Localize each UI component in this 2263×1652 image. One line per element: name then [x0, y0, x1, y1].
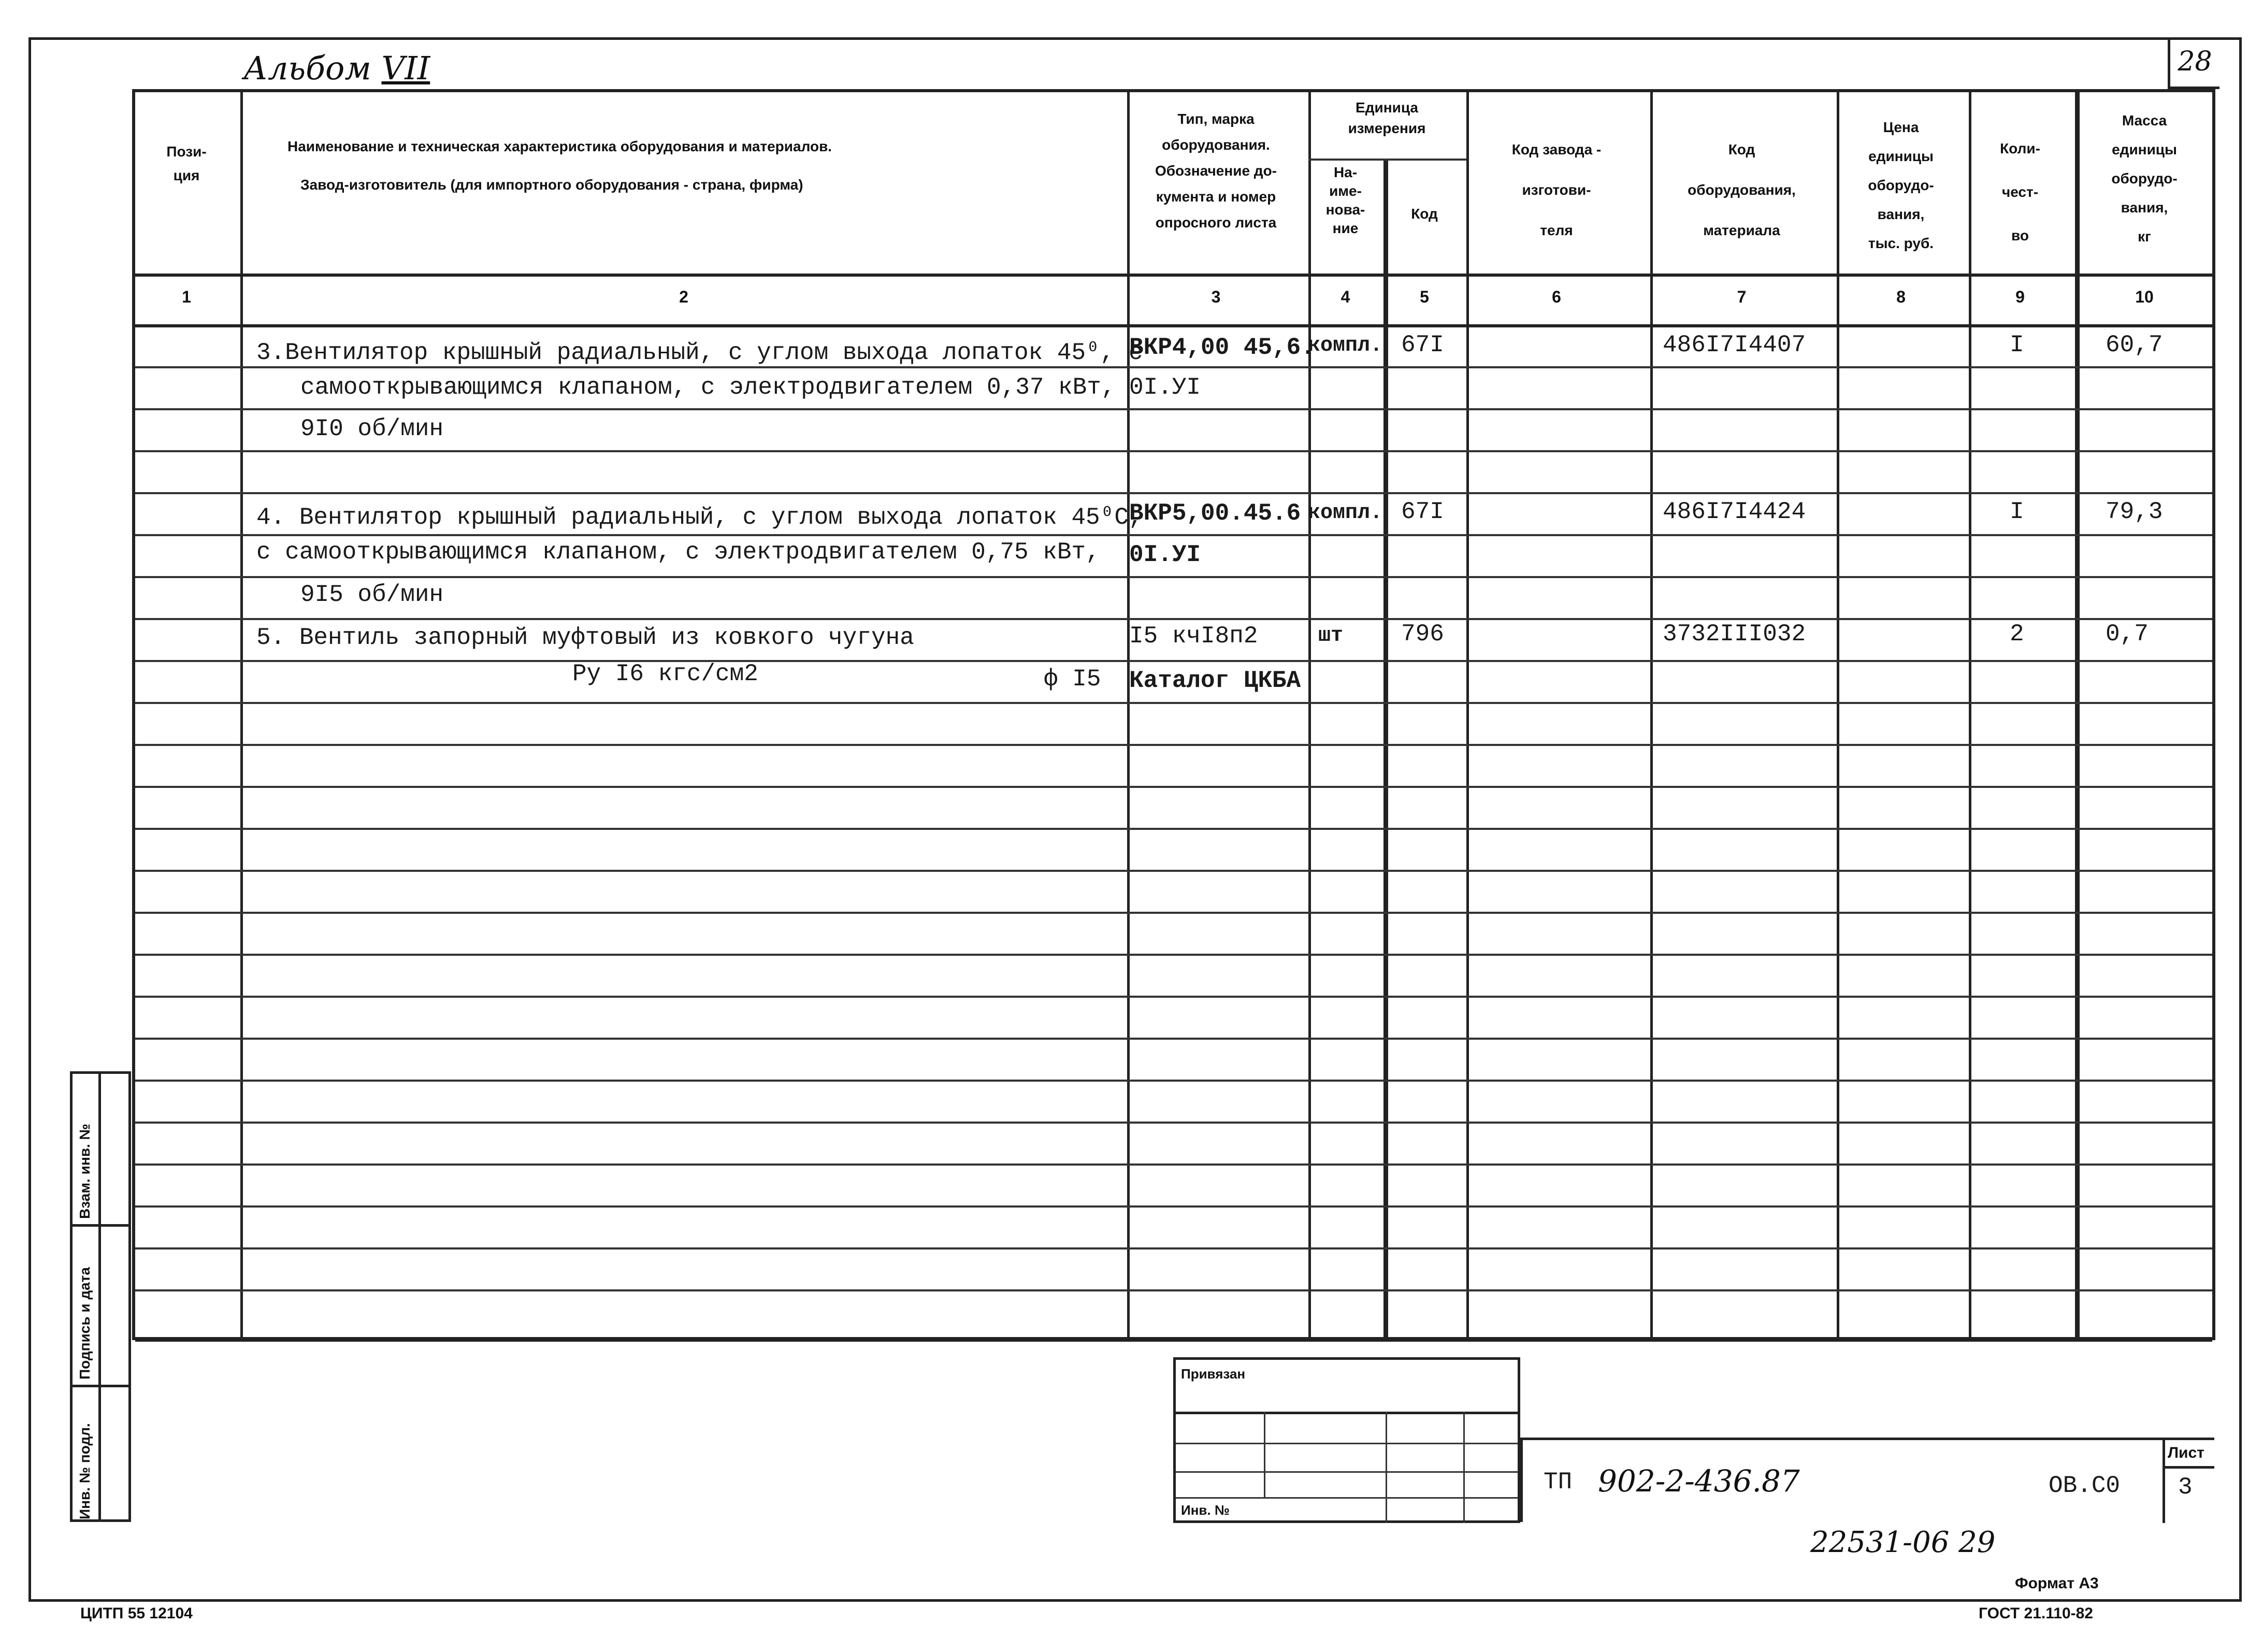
row-line — [135, 1080, 2212, 1082]
header-bottom-line — [135, 274, 2212, 277]
row-line — [135, 450, 2212, 452]
col-number: 4 — [1340, 288, 1350, 306]
stamp-tied-label: Привязан — [1181, 1366, 1246, 1382]
row-line — [135, 786, 2212, 788]
header-name-line1: Наименование и техническая характеристика оборудования и материалов. — [287, 138, 832, 154]
col-divider — [2075, 92, 2080, 1337]
col-number: 9 — [2015, 288, 2025, 306]
album-label — [243, 49, 430, 87]
specification-table — [132, 89, 2215, 1340]
row-8-type: Каталог ЦКБА — [1129, 667, 1301, 694]
row-line — [135, 996, 2212, 998]
stamp-line — [1176, 1412, 1518, 1414]
row-0-type: ВКР4,00 45,6. — [1129, 334, 1315, 361]
side-label-original-inv: Инв. № подл. — [77, 1423, 93, 1519]
header-price: Цена единицы оборудо- вания, тыс. руб. — [1868, 119, 1934, 251]
stamp-vline — [1463, 1412, 1465, 1523]
footer-publisher: ЦИТП 55 12104 — [80, 1605, 193, 1622]
album-prefix: Альбом — [243, 49, 371, 87]
col-divider — [1969, 92, 1971, 1337]
title-hline — [2163, 1466, 2214, 1469]
col-divider — [1466, 92, 1469, 1337]
row-0-equipment-code: 486I7I4407 — [1663, 332, 1806, 358]
document-code: 902-2-436.87 — [1598, 1463, 1800, 1499]
stamp-line — [1176, 1497, 1518, 1499]
row-line — [135, 1205, 2212, 1208]
stamp-line — [1176, 1471, 1518, 1473]
row-8-name-right: ф I5 — [1044, 666, 1101, 693]
title-block — [1520, 1438, 2214, 1523]
col-divider — [1127, 92, 1130, 1337]
row-0-quantity: I — [2010, 332, 2024, 358]
row-4-unit: компл. — [1308, 501, 1383, 525]
row-line — [135, 1289, 2212, 1291]
row-line — [135, 492, 2212, 494]
col-number: 2 — [679, 288, 688, 306]
row-line — [135, 1122, 2212, 1124]
row-4-quantity: I — [2010, 498, 2024, 525]
row-line — [135, 912, 2212, 914]
handwritten-archive-number: 22531-06 29 — [1810, 1526, 1996, 1559]
row-0-mass: 60,7 — [2106, 332, 2163, 358]
col-number: 5 — [1420, 288, 1429, 306]
row-1-name: самооткрывающимся клапаном, с электродвигателем 0,37 кВт, — [300, 374, 1116, 401]
col-divider — [1383, 159, 1388, 1340]
tied-stamp-block — [1173, 1357, 1520, 1523]
row-7-unit-code: 796 — [1401, 621, 1444, 648]
row-line — [135, 408, 2212, 410]
row-line — [135, 618, 2212, 620]
row-line — [135, 702, 2212, 704]
col-number: 8 — [1896, 288, 1906, 306]
unit-group-divider — [1308, 159, 1466, 161]
header-type: Тип, марка оборудования. Обозначение до- кумента и номер опросного листа — [1155, 111, 1277, 231]
col-number: 1 — [182, 288, 191, 306]
row-4-type: ВКР5,00.45.6 — [1129, 500, 1301, 527]
header-equipment-code: Код оборудования, материала — [1688, 141, 1796, 238]
header-position: Пози- ция — [166, 143, 207, 183]
row-7-type: I5 кчI8п2 — [1129, 623, 1258, 650]
row-0-unit-code: 67I — [1401, 332, 1444, 358]
col-number: 6 — [1552, 288, 1561, 306]
row-line — [135, 1163, 2212, 1166]
row-0-name: 3.Вентилятор крышный радиальный, с углом выхода лопаток 45⁰, с — [256, 339, 1143, 366]
footer-gost: ГОСТ 21.110-82 — [1979, 1605, 2093, 1622]
row-line — [135, 744, 2212, 746]
header-unit-group: Единица измерения — [1348, 99, 1426, 136]
row-line — [135, 954, 2212, 956]
col-number: 7 — [1737, 288, 1747, 306]
header-unit-name: На- име- нова- ние — [1325, 164, 1365, 236]
table-bottom-line — [135, 1339, 2212, 1342]
stamp-inv-label: Инв. № — [1181, 1502, 1230, 1518]
side-label-replace-inv: Взам. инв. № — [77, 1124, 93, 1219]
row-7-name: 5. Вентиль запорный муфтовый из ковкого чугуна — [256, 624, 914, 651]
side-label-signature-date: Подпись и дата — [77, 1267, 93, 1380]
doc-prefix: ТП — [1544, 1469, 1573, 1496]
row-4-unit-code: 67I — [1401, 498, 1444, 525]
col-number: 10 — [2135, 288, 2154, 306]
header-unit-code: Код — [1411, 206, 1438, 222]
row-6-name: 9I5 об/мин — [300, 581, 444, 608]
row-7-quantity: 2 — [2010, 621, 2024, 648]
title-left-border — [1520, 1439, 1523, 1522]
col-divider — [1650, 92, 1653, 1337]
row-line — [135, 660, 2212, 662]
row-7-unit: шт — [1318, 624, 1344, 648]
stamp-vline — [1386, 1412, 1387, 1523]
col-divider — [1837, 92, 1839, 1337]
row-5-type: 0I.УI — [1129, 541, 1201, 568]
side-divider — [98, 1074, 101, 1519]
sheet-label: Лист — [2168, 1444, 2204, 1461]
row-line — [135, 1038, 2212, 1040]
col-divider — [1308, 92, 1311, 1337]
stamp-line — [1176, 1443, 1518, 1444]
row-line — [135, 870, 2212, 872]
sheet-number: 3 — [2178, 1474, 2193, 1501]
handwritten-page-number: 28 — [2168, 37, 2219, 89]
header-maker-code: Код завода - изготови- теля — [1511, 141, 1602, 238]
header-name-line2: Завод-изготовитель (для импортного оборудования - страна, фирма) — [300, 177, 803, 193]
row-line — [135, 366, 2212, 368]
row-4-mass: 79,3 — [2106, 498, 2163, 525]
header-name — [243, 135, 1103, 197]
row-8-name: Ру I6 кгс/см2 — [572, 660, 758, 687]
row-5-name: с самооткрывающимся клапаном, с электродвигателем 0,75 кВт, — [256, 539, 1100, 566]
row-7-equipment-code: 3732III032 — [1663, 621, 1806, 648]
col-divider — [240, 92, 243, 1337]
format-label: Формат А3 — [2015, 1575, 2099, 1592]
column-number-row-line — [135, 324, 2212, 327]
row-4-name: 4. Вентилятор крышный радиальный, с углом выхода лопаток 45⁰С, — [256, 504, 1143, 531]
row-line — [135, 828, 2212, 830]
col-number: 3 — [1211, 288, 1221, 306]
header-mass: Масса единицы оборудо- вания, кг — [2111, 112, 2178, 245]
row-line — [135, 576, 2212, 578]
side-approval-strip — [70, 1071, 131, 1522]
row-1-type: 0I.УI — [1129, 374, 1201, 401]
album-roman-number: VII — [381, 49, 430, 87]
row-2-name: 9I0 об/мин — [300, 415, 444, 442]
title-vline — [2163, 1440, 2165, 1523]
row-7-mass: 0,7 — [2106, 621, 2149, 648]
row-line — [135, 534, 2212, 536]
row-line — [135, 1247, 2212, 1249]
doc-suffix: ОВ.С0 — [2049, 1472, 2121, 1499]
stamp-vline — [1264, 1412, 1265, 1497]
header-quantity: Коли- чест- во — [2000, 140, 2040, 243]
row-0-unit: компл. — [1308, 334, 1383, 357]
row-4-equipment-code: 486I7I4424 — [1663, 498, 1806, 525]
